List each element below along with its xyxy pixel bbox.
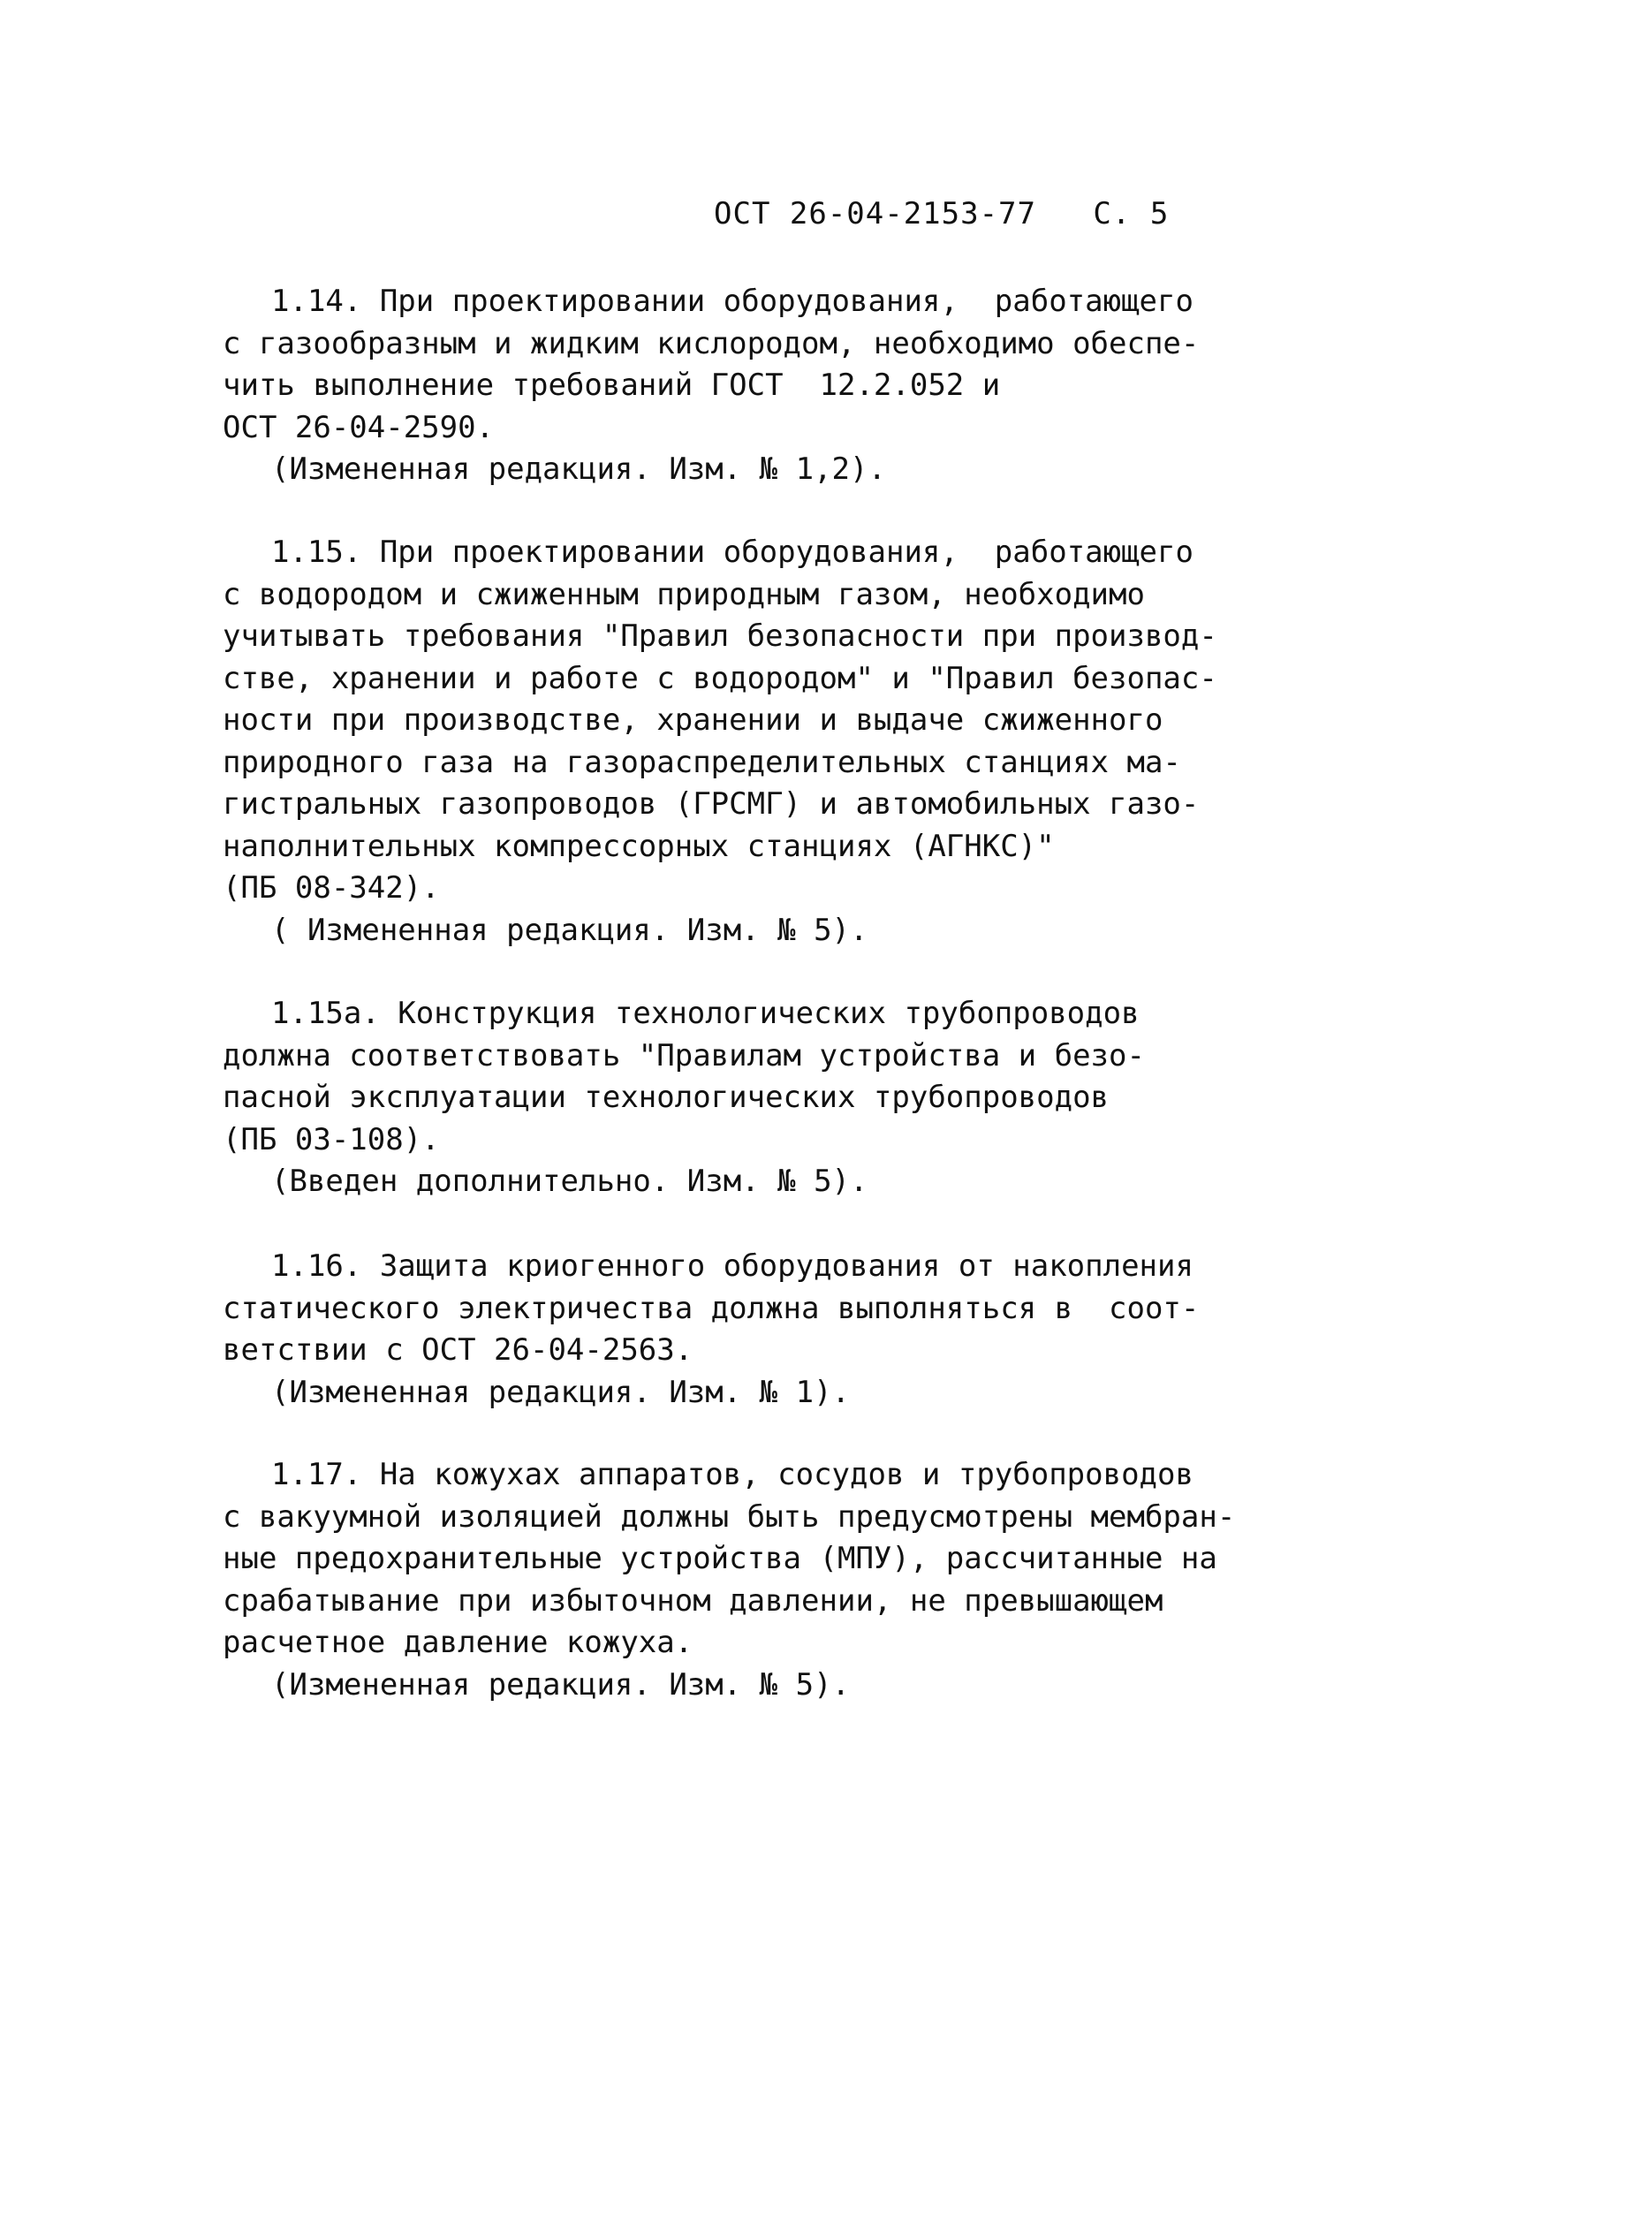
clause-line: наполнительных компрессорных станциях (АГНКС)": [223, 828, 1055, 864]
clause-1-15a: [223, 993, 1442, 1203]
clause-line: природного газа на газораспределительных станциях ма-: [223, 744, 1181, 780]
clause-line: стве, хранении и работе с водородом" и "Правил безопас-: [223, 660, 1217, 696]
clause-line: ные предохранительные устройства (МПУ), рассчитанные на: [223, 1541, 1217, 1576]
clause-line: должна соответствовать "Правилам устройства и безо-: [223, 1037, 1145, 1073]
amendment-note: (Измененная редакция. Изм. № 1,2).: [271, 451, 886, 487]
clause-line: 1.17. На кожухах аппаратов, сосудов и трубопроводов: [271, 1457, 1194, 1492]
clause-1-15: [223, 532, 1442, 952]
amendment-note: ( Измененная редакция. Изм. № 5).: [271, 912, 868, 948]
clause-line: 1.14. При проектировании оборудования, работающего: [271, 284, 1194, 319]
amendment-note: (Измененная редакция. Изм. № 1).: [271, 1374, 851, 1410]
clause-line: с газообразным и жидким кислородом, необходимо обеспе-: [223, 325, 1200, 361]
clause-line: с вакуумной изоляцией должны быть предусмотрены мембран-: [223, 1498, 1236, 1535]
amendment-note: (Введен дополнительно. Изм. № 5).: [271, 1164, 868, 1199]
clause-1-14: [223, 281, 1442, 491]
clause-1-16: [223, 1246, 1442, 1414]
clause-line: пасной эксплуатации технологических трубопроводов: [223, 1080, 1110, 1115]
clause-line: статического электричества должна выполняться в соот-: [223, 1290, 1200, 1326]
clause-line: чить выполнение требований ГОСТ 12.2.052 и: [223, 368, 1001, 403]
clause-line: 1.15а. Конструкция технологических трубопроводов: [271, 996, 1140, 1031]
amendment-note: (Измененная редакция. Изм. № 5).: [271, 1666, 851, 1703]
page-header: [714, 196, 1169, 231]
doc-code: ОСТ 26-04-2153-77: [714, 196, 1036, 231]
clause-line: (ПБ 08-342).: [223, 870, 440, 906]
clause-line: 1.16. Защита криогенного оборудования от накопления: [271, 1248, 1194, 1284]
clause-line: 1.15. При проектировании оборудования, работающего: [271, 535, 1194, 570]
clause-1-17: [223, 1454, 1442, 1706]
clause-line: ветствии с ОСТ 26-04-2563.: [223, 1332, 693, 1368]
clause-line: гистральных газопроводов (ГРСМГ) и автомобильных газо-: [223, 786, 1200, 822]
clause-line: с водородом и сжиженным природным газом, необходимо: [223, 576, 1145, 612]
clause-line: расчетное давление кожуха.: [223, 1625, 693, 1660]
page-number: С. 5: [1093, 196, 1170, 231]
clause-line: срабатывание при избыточном давлении, не превышающем: [223, 1582, 1163, 1619]
clause-line: ности при производстве, хранении и выдаче сжиженного: [223, 702, 1163, 738]
clause-line: учитывать требования "Правил безопасности при производ-: [223, 618, 1217, 654]
clause-line: ОСТ 26-04-2590.: [223, 409, 495, 445]
clause-line: (ПБ 03-108).: [223, 1121, 440, 1157]
